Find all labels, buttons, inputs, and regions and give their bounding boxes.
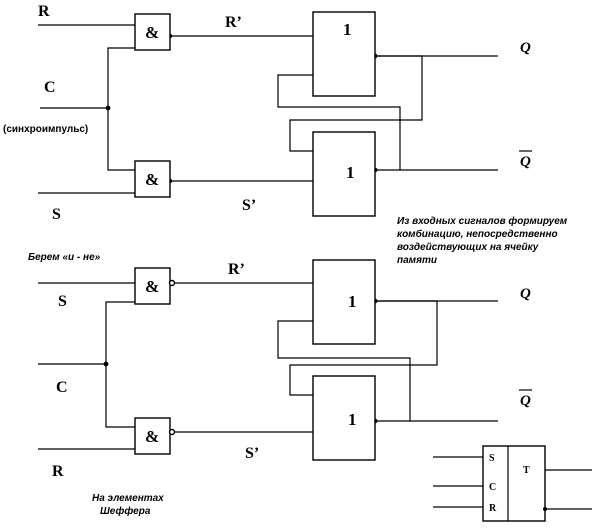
b-wire-clock-bus <box>106 302 135 427</box>
b-or-upper-symbol: 1 <box>348 292 357 311</box>
input-r-label: R <box>38 3 50 20</box>
b-output-q-label: Q <box>520 286 531 302</box>
symbol-qbar-junction <box>543 507 547 511</box>
b-output-qbar-label: Q <box>520 393 531 409</box>
note-sheffer-line-2: Шеффера <box>100 506 151 517</box>
r-prime-label: R’ <box>225 14 242 31</box>
symbol-pin-s-label: S <box>489 453 495 464</box>
note-right-line-1: Из входных сигналов формируем <box>397 216 568 227</box>
symbol-pin-r-label: R <box>489 503 497 514</box>
top-circuit <box>3 3 532 223</box>
s-prime-label: S’ <box>242 197 257 214</box>
b-or-gate-upper <box>313 260 375 344</box>
nand-upper-symbol: & <box>145 277 160 296</box>
nand-lower-symbol: & <box>145 427 160 446</box>
nand-upper-inversion-bubble <box>170 281 175 286</box>
note-right <box>397 215 568 266</box>
and-upper-symbol: & <box>145 23 160 42</box>
b-r-prime-label: R’ <box>228 261 245 278</box>
symbol-type-label: T <box>523 465 530 476</box>
or-gate-lower <box>313 132 375 216</box>
b-input-c-label: C <box>56 379 68 396</box>
bottom-circuit <box>38 260 532 480</box>
note-sheffer <box>92 493 164 517</box>
nand-lower-inversion-bubble <box>170 430 175 435</box>
wire-clock-bus <box>108 48 135 170</box>
note-right-line-3: воздействующих на ячейку <box>397 242 539 253</box>
note-nand: Берем «и - не» <box>28 252 101 263</box>
sync-pulse-label: (синхроимпульс) <box>3 124 89 135</box>
b-s-prime-label: S’ <box>245 445 260 462</box>
input-s-label: S <box>52 206 61 223</box>
input-c-label: C <box>44 79 56 96</box>
or-lower-symbol: 1 <box>346 163 355 182</box>
symbol-pin-c-label: C <box>489 482 497 493</box>
or-upper-symbol: 1 <box>343 20 352 39</box>
note-right-line-4: памяти <box>397 255 437 266</box>
trigger-symbol <box>433 446 592 521</box>
b-or-lower-symbol: 1 <box>348 410 357 429</box>
note-sheffer-line-1: На элементах <box>92 493 164 504</box>
b-or-gate-lower <box>313 376 375 460</box>
b-input-s-label: S <box>58 293 67 310</box>
and-lower-symbol: & <box>145 170 160 189</box>
output-q-label: Q <box>520 40 531 56</box>
b-input-r-label: R <box>52 463 64 480</box>
b-junction-clock <box>104 362 109 367</box>
junction-clock <box>106 106 111 111</box>
note-right-line-2: комбинацию, непосредственно <box>397 229 558 240</box>
output-qbar-label: Q <box>520 154 531 170</box>
